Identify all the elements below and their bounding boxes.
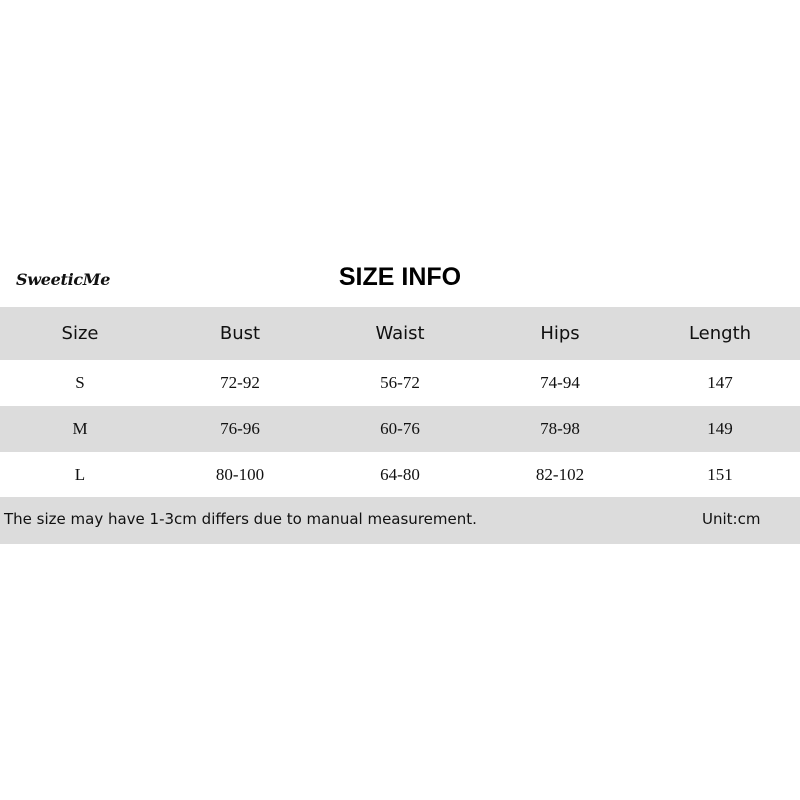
table-cell-hips: 78-98 [540, 419, 580, 438]
measurement-note-row [0, 497, 800, 544]
header-cell-size: Size [61, 323, 99, 344]
header-cell-bust: Bust [219, 323, 261, 344]
table-cell-waist: 64-80 [380, 465, 420, 484]
unit-label: Unit:cm [702, 510, 761, 528]
header-cell-waist: Waist [375, 323, 425, 344]
table-cell-bust: 80-100 [215, 465, 265, 484]
table-cell-size: M [72, 419, 88, 438]
table-cell-length: 147 [707, 373, 733, 392]
table-cell-waist: 56-72 [380, 373, 420, 392]
table-cell-size: S [75, 373, 85, 392]
table-row [0, 360, 800, 406]
brand-logo: SweeticMe [16, 270, 111, 289]
page-title: SIZE INFO [338, 263, 462, 291]
table-cell-bust: 72-92 [220, 373, 260, 392]
table-cell-waist: 60-76 [380, 419, 420, 438]
measurement-note: The size may have 1-3cm differs due to manual measurement. [4, 510, 477, 528]
table-row [0, 406, 800, 452]
table-row [0, 452, 800, 498]
size-table [0, 307, 800, 498]
table-cell-hips: 82-102 [535, 465, 585, 484]
header-cell-hips: Hips [540, 323, 580, 344]
table-cell-size: L [74, 465, 86, 484]
table-cell-bust: 76-96 [220, 419, 260, 438]
table-cell-hips: 74-94 [540, 373, 580, 392]
table-header-row [0, 307, 800, 360]
table-cell-length: 151 [707, 465, 733, 484]
header-cell-length: Length [688, 323, 752, 344]
table-cell-length: 149 [707, 419, 733, 438]
